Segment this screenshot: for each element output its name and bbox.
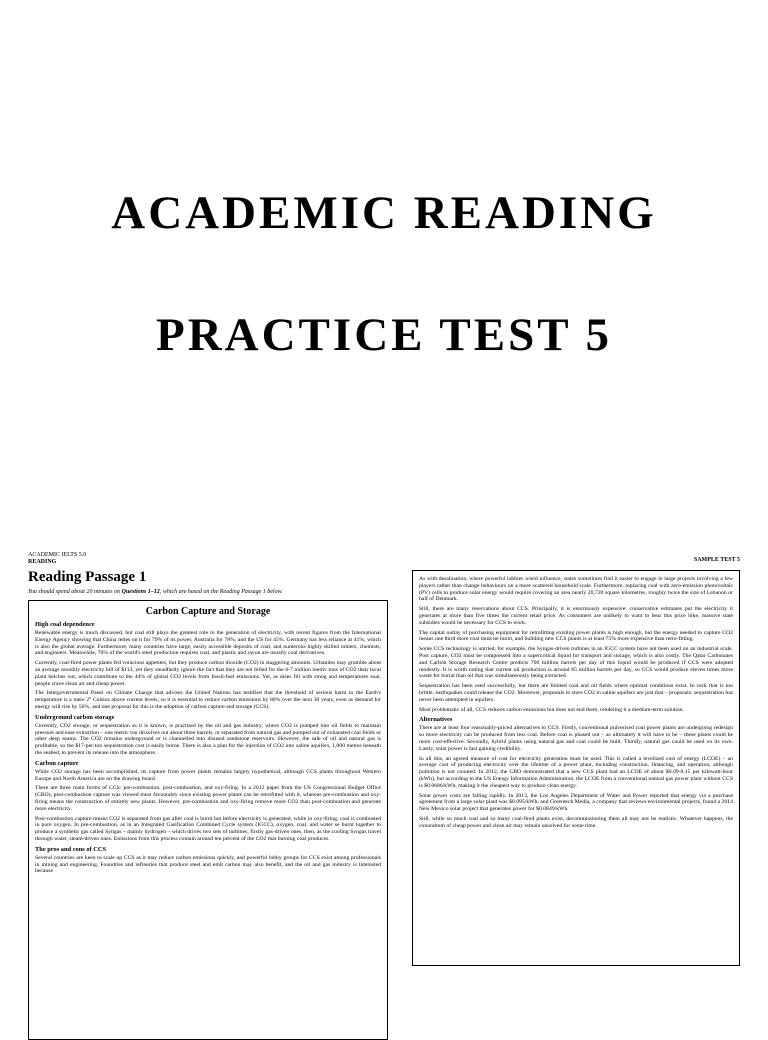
paragraph: Currently, CO2 storage, or sequestration as it is known, is practised by the oil and gas industry, where CO2 is pumped into oil fields to maintain pressure and ease extraction – one metric ton dissolves out about three barrels, or separated from natural gas and pumped out of exhausted coal fields or other deep seams. The CO2 remains underground or is channelled into disused sandstone reservoirs. However, the sale of oil and natural gas is profitable, so the $17-per-ton sequestration cost is easily borne. There is also a plan for the injection of CO2 into saline aquifers, 1,000 metres beneath the seabed, to prevent its release into the atmosphere. <box>35 722 381 756</box>
section-heading: Carbon capture <box>35 759 79 767</box>
title-practice-test: PRACTICE TEST 5 <box>156 309 612 361</box>
passage-title: Reading Passage 1 <box>28 569 147 585</box>
paragraph: Currently, coal-fired power plants fed voracious appetites, but they produce carbon dioxide (CO2) in staggering amounts. Urbanites may grumble about an average monthly electricity bill of $113, yet they steadfastly ignore the fact that they are not billed for the 6-7 million metric tons of CO2 their local plant belches out, which contribute to the 44% of global CO2 levels from fossil-fuel emissions. Yet, as skies fill with smog and temperatures soar, people crave clean air and cheap power. <box>35 660 381 687</box>
article-title: Carbon Capture and Storage <box>145 606 271 617</box>
paragraph: There are at least four reasonably-priced alternatives to CCS. Firstly, conventional pulverised coal power plants are undergoing redesign so more electricity can be produced from less coal. Before coal is phased out – as ultimately it will have to be – these plants could be more cost-effective. Secondly, hybrid plants using natural gas and coal could be built. Thirdly, natural gas could be used on its own. Lastly, solar power is fast gaining credibility. <box>419 725 733 752</box>
header-section: READING <box>28 559 57 565</box>
section-heading: The pros and cons of CCS <box>35 845 107 853</box>
header-level: ACADEMIC IELTS 5.0 <box>28 552 87 558</box>
paragraph: The Intergovernmental Panel on Climate Change that advises the United Nations has testified that the threshold of serious harm to the Earth's temperature is a mere 2° Celsius above current levels, so it is essential to reduce carbon emissions by 80% over the next 30 years, even as demand for energy will rise by 50%, and one proposal for this is the adoption of carbon capture and storage (CCS). <box>35 690 381 710</box>
page-header-right: SAMPLE TEST 5 <box>693 557 740 563</box>
paragraph: The capital outlay of purchasing equipment for retrofitting existing power plants is high enough, but the energy needed to capture CO2 means one third more coal must be burnt, and building new CCS plants is at least 75% more expensive than retro-fitting. <box>419 629 733 643</box>
paragraph: Solar power costs are falling rapidly. In 2013, the Los Angeles Department of Water and Power reported that energy via a purchase agreement from a large solar plant was $0.095/kWh, and Greentech Media, a company that reviews environmental projects, found a 2014 New Mexico solar project that generates power for $0.0849/kWh. <box>419 792 733 813</box>
paragraph: As with desalination, where powerful lobbies wield influence, states sometimes find it easier to engage in large projects involving a few players rather than change behaviours on a more scattered household scale. Furthermore, replacing coal with zero-emission photovoltaic (PV) cells to produce solar energy would require covering an area nearly 20,720 square kilometres, roughly twice the size of Lebanon or half of Denmark. <box>419 576 733 603</box>
section-heading: Alternatives <box>419 716 453 724</box>
paragraph: Several countries are keen to scale up CCS as it may reduce carbon emissions quickly, and powerful lobby groups for CCS exist among professionals in mining and engineering. Foundries and refineries that produce steel and emit carbon may also benefit, and the oil and gas industry is interested because <box>35 854 381 875</box>
instr-after: , which are based on the Reading Passage 1 below. <box>159 589 283 595</box>
paragraph: Most problematic of all, CCS reduces carbon emissions but does not end them, rendering it a medium-term solution. <box>419 706 685 713</box>
paragraph: While CO2 storage has been accomplished, its capture from power plants remains largely hypothetical, although CCS plants throughout Western Europe and North America are on the drawing board. <box>35 768 381 782</box>
paragraph: There are three main forms of CCS: pre-combustion, post-combustion, and oxy-firing. In a 2012 paper from the US Congressional Budget Office (CBO), post-combustion capture was viewed most favourably since existing power plants can be retrofitted with it, whereas pre-combustion and oxy-firing means the construction of entirely new plants. However, pre-combustion and oxy-firing remove more CO2 than post-combustion and generate more electricity. <box>35 785 381 812</box>
paragraph: Still, there are many reservations about CCS. Principally, it is enormously expensive: conservative estimates put the electricity it generates at more than five times the current retail price. As consumers are unlikely to want to bear this price hike, massive state subsidies would be necessary for CCS to work. <box>419 606 733 626</box>
passage-instructions <box>28 589 388 595</box>
paragraph: Renewable energy is much discussed, but coal still plays the greatest role in the generation of electricity, with recent figures from the International Energy Agency showing that China relies on it for 79% of its power, Australia for 78%, and the US for 45%. Germany has less reliance at 41%, which is also the global average. Furthermore, many countries have large, easily accessible deposits of coal, and numerous highly skilled miners, chemists, and engineers. Meanwhile, 70% of the world's steel production requires coal, and plastic and rayon are usually coal derivatives. <box>35 630 381 657</box>
section-heading: Underground carbon storage <box>35 713 115 721</box>
paragraph: Post-combustion capture means CO2 is separated from gas after coal is burnt but before electricity is generated, while in oxy-firing, coal is combusted in pure oxygen. In pre-combustion, as in an Integrated Gasification Combined Cycle system (IGCC), oxygen, coal, and water se burnt together to produce a synthetic gas called Syngas – mainly hydrogen – which drives two sets of turbines, firstly gas-driven ones, then, as the cooling Syngas travel through water, steam-driven ones. Emissions from this process contain around ten percent of the CO2 that burning coal produces. <box>35 815 381 842</box>
paragraph: Still, while so much coal and so many coal-fired plants exist, decommissioning them all may not be realistic. Whatever happens, the conundrum of cheap power and clean air may remain unsolved for some time. <box>419 815 733 829</box>
section-heading: High coal dependence <box>35 621 95 628</box>
article-column-left <box>28 600 388 1040</box>
paragraph: In all this, an agreed measure of cost for electricity generation must be used. This is called a levelized cost of energy (LCOE) – an average cost of producing electricity over the lifetime of a power plant, including construction, financing, and operation, although pollution is not counted. In 2012, the CBO demonstrated that a new CCS plant had an LCOE of about $0.09-0.15 per kilowatt-hour (kWh), but according to the US Energy Information Administration, the LCOE from a conventional natural gas power plant without CCS is $0.0686/kWh, making it the cheapest way to produce clean energy. <box>419 755 733 789</box>
page-header-left <box>28 552 86 566</box>
instr-questions: Questions 1–12 <box>121 589 160 595</box>
paragraph: Some CCS technology is untried, for example, the Syngas-driven turbines in an IGCC system have not been used on an industrial scale. Post capture, CO2 must be compressed into a supercritical liquid for transport and storage, which is also costly. The Qatar Carbonates and Carbon Storage Research Centre predicts 700 million barrels per day of this liquid would be produced if CCS were adopted modestly. It is worth noting that current oil production is around 85 million barrels per day, so CCS would produce eleven times more waste for burial than oil that was simultaneously being extracted. <box>419 646 733 680</box>
title-academic-reading: ACADEMIC READING <box>111 187 657 239</box>
instr-before: You should spend about 20 minutes on <box>28 589 122 595</box>
article-column-right <box>412 570 740 966</box>
paragraph: Sequestration has been used successfully, but there are limited coal and oil fields where optimal conditions exist. In rock that is too brittle, earthquakes could release the CO2. Moreover, proposals to store CO2 in saline aquifers are just that – proposals: sequestration has never been attempted in aquifers. <box>419 683 733 703</box>
